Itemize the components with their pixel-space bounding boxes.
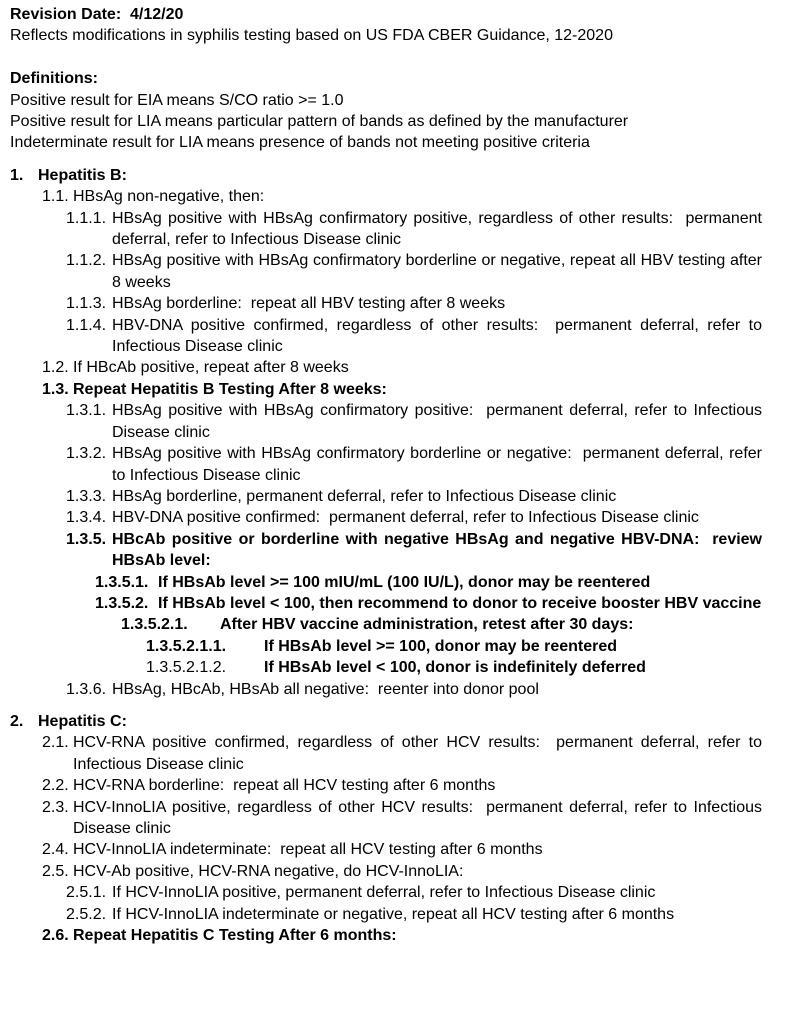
item-text: If HBsAb level < 100, then recommend to donor to receive booster HBV vaccine [158,594,762,612]
list-item [0,775,762,796]
item-text: HCV-RNA positive confirmed, regardless of other HCV results: permanent deferral, refer to Infectious Disease clinic [73,734,767,773]
item-text: HCV-InnoLIA positive, regardless of other HCV results: permanent deferral, refer to Infectious Disease clinic [73,798,767,838]
item-number: 1.3.2. [66,445,107,463]
section-title: Hepatitis C: [38,712,127,730]
item-text: HBsAg non-negative, then: [73,188,265,206]
list-item [0,839,762,860]
list-item [0,797,767,840]
item-text: HBV-DNA positive confirmed: permanent deferral, refer to Infectious Disease clinic [112,509,699,527]
list-item [0,357,762,378]
item-text: If HCV-InnoLIA positive, permanent deferral, refer to Infectious Disease clinic [112,884,656,902]
item-text: HBsAg borderline: repeat all HBV testing after 8 weeks [112,295,506,313]
definition-line: Indeterminate result for LIA means presence of bands not meeting positive criteria [10,134,590,152]
item-number: 2.5.1. [66,884,107,902]
item-text: HBsAg borderline, permanent deferral, refer to Infectious Disease clinic [112,487,617,505]
item-text: HCV-InnoLIA indeterminate: repeat all HCV testing after 6 months [73,841,543,859]
item-number: 1.3.5.2.1. [121,616,188,634]
section-heading [0,165,762,186]
item-number: 1.3.5.2.1.2. [146,659,227,677]
section-number: 1. [10,166,24,184]
section [0,711,767,946]
item-text: Repeat Hepatitis B Testing After 8 weeks: [73,380,387,398]
section-heading [0,711,762,732]
list-item [0,572,762,593]
item-text: HCV-RNA borderline: repeat all HCV testing after 6 months [73,777,496,795]
list-item [0,636,762,657]
item-text: If HBcAb positive, repeat after 8 weeks [73,359,349,377]
revision-date-line: Revision Date: 4/12/20 [10,6,184,23]
item-text: HBsAg positive with HBsAg confirmatory positive: permanent deferral, refer to Infectious Disease clinic [112,402,767,441]
list-item [0,400,767,443]
item-number: 1.1.1. [66,209,107,227]
item-number: 1.3.4. [66,509,107,527]
list-item [0,443,767,486]
list-item [0,250,767,293]
item-text: HBV-DNA positive confirmed, regardless of other results: permanent deferral, refer to Infectious Disease clinic [112,316,767,356]
item-text: HBcAb positive or borderline with negative HBsAg and negative HBV-DNA: review HBsAb level: [112,530,767,570]
item-number: 2.3. [42,798,69,816]
item-number: 1.1. [42,188,69,206]
item-number: 1.3.3. [66,487,107,505]
item-number: 1.3.1. [66,402,107,420]
list-item [0,507,762,528]
item-number: 2.5. [42,862,69,880]
section-number: 2. [10,712,24,730]
item-number: 1.1.3. [66,295,107,313]
definition-line: Positive result for LIA means particular pattern of bands as defined by the manufacturer [10,113,629,131]
list-item [0,882,762,903]
list-item [0,315,767,358]
list-item [0,925,762,946]
item-number: 1.1.2. [66,252,107,270]
item-number: 1.3.5.2. [95,594,149,612]
item-text: HBsAg positive with HBsAg confirmatory borderline or negative, repeat all HBV testing after 8 weeks [112,252,767,291]
item-number: 1.1.4. [66,316,107,334]
item-text: If HBsAb level >= 100 mIU/mL (100 IU/L), donor may be reentered [158,573,651,591]
item-text: HBsAg positive with HBsAg confirmatory borderline or negative: permanent deferral, refer to Infectious Disease clinic [112,445,767,484]
definitions-title: Definitions: [10,70,98,88]
list-item [0,904,762,925]
definitions-list [0,90,762,154]
item-text: If HCV-InnoLIA indeterminate or negative, repeat all HCV testing after 6 months [112,905,675,923]
item-text: Repeat Hepatitis C Testing After 6 months: [73,927,397,945]
item-text: HCV-Ab positive, HCV-RNA negative, do HCV-InnoLIA: [73,862,464,880]
item-text: After HBV vaccine administration, retest after 30 days: [220,616,634,634]
item-number: 1.3.5. [66,530,107,548]
list-item [0,732,767,775]
section [0,165,767,700]
list-item [0,861,762,882]
list-item [0,208,767,251]
item-number: 2.2. [42,777,69,795]
list-item [0,614,762,635]
definition-line: Positive result for EIA means S/CO ratio >= 1.0 [10,91,344,109]
item-number: 2.4. [42,841,69,859]
item-number: 1.3.5.1. [95,573,149,591]
list-item [0,293,762,314]
list-item [0,486,762,507]
subtitle-line: Reflects modifications in syphilis testing based on US FDA CBER Guidance, 12-2020 [10,27,613,45]
list-item [0,679,762,700]
list-item [0,593,762,614]
item-number: 2.5.2. [66,905,107,923]
item-text: If HBsAb level < 100, donor is indefinitely deferred [264,659,646,677]
item-text: If HBsAb level >= 100, donor may be reentered [264,637,618,655]
item-number: 1.3. [42,380,69,398]
list-item [0,529,767,572]
item-text: HBsAg, HBcAb, HBsAb all negative: reenter into donor pool [112,680,539,698]
list-item [0,186,762,207]
section-title: Hepatitis B: [38,166,127,184]
item-number: 2.1. [42,734,69,752]
sections-container [0,165,767,947]
item-number: 1.3.5.2.1.1. [146,637,227,655]
item-number: 2.6. [42,927,69,945]
spacer [0,47,762,68]
item-number: 1.2. [42,359,69,377]
list-item [0,657,762,678]
item-number: 1.3.6. [66,680,107,698]
list-item [0,379,762,400]
item-text: HBsAg positive with HBsAg confirmatory positive, regardless of other results: permanent deferral, refer to Infectious Disease clinic [112,209,767,249]
